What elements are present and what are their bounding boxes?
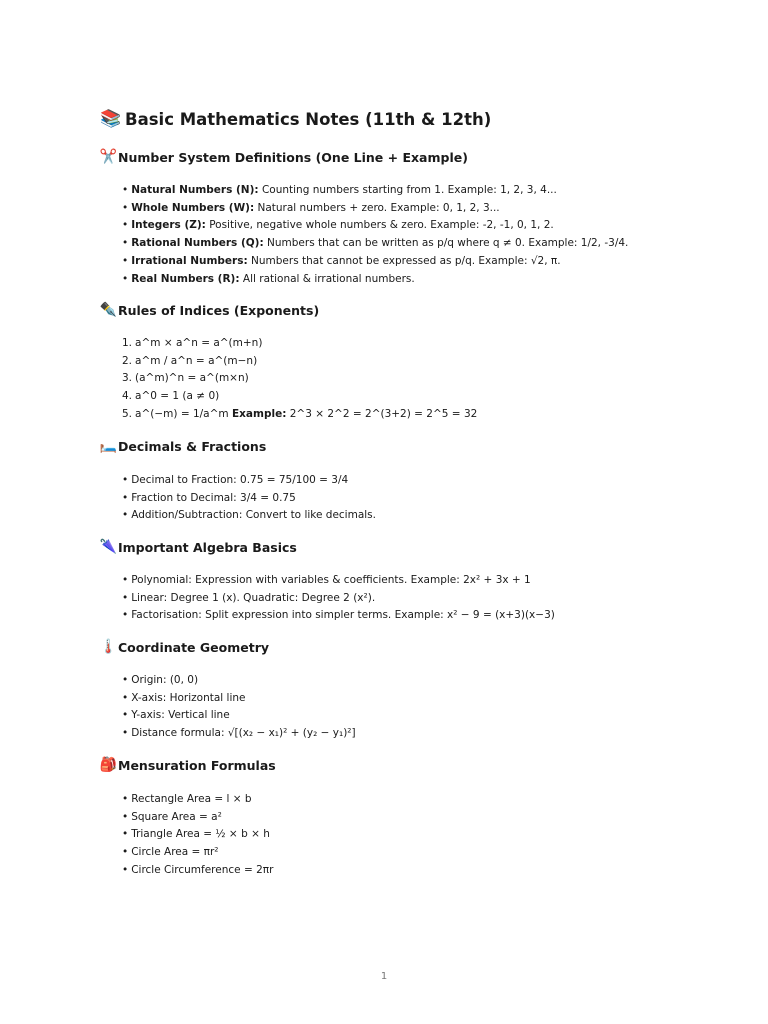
thermometer-icon: 🌡️ [99,639,118,655]
backpack-icon: 🎒 [99,757,118,773]
list-item: • Integers (Z): Positive, negative whole numbers & zero. Example: -2, -1, 0, 1, 2. [122,219,554,232]
list-item: • Whole Numbers (W): Natural numbers + zero. Example: 0, 1, 2, 3... [122,201,500,214]
list-item: • Decimal to Fraction: 0.75 = 75/100 = 3/4 [122,474,349,486]
list-item: 5. a^(−m) = 1/a^m Example: 2^3 × 2^2 = 2^(3+2) = 2^5 = 32 [122,407,478,420]
list-item: • Square Area = a² [122,810,222,823]
scissors-icon: ✂️ [99,149,118,165]
section-heading-text: Number System Definitions (One Line + Example) [118,149,468,165]
books-icon: 📚 [100,109,122,129]
section-heading-text: Mensuration Formulas [118,757,276,773]
list-item: • Polynomial: Expression with variables & coefficients. Example: 2x² + 3x + 1 [122,574,531,586]
page-title-text: Basic Mathematics Notes (11th & 12th) [125,109,492,129]
list-item: • Real Numbers (R): All rational & irrational numbers. [122,272,415,285]
list-item: • Rational Numbers (Q): Numbers that can be written as p/q where q ≠ 0. Example: 1/2, -3/4. [122,237,629,250]
umbrella-icon: 🌂 [99,539,118,555]
list-item: • Distance formula: √[(x₂ − x₁)² + (y₂ − y₁)²] [122,727,356,740]
list-item: • Linear: Degree 1 (x). Quadratic: Degree 2 (x²). [122,591,376,604]
list-item: • Origin: (0, 0) [122,674,199,686]
indices-list [122,335,477,424]
list-item: 3. (a^m)^n = a^(m×n) [122,372,249,385]
list-item: • Addition/Subtraction: Convert to like decimals. [122,509,376,522]
list-item: 1. a^m × a^n = a^(m+n) [122,337,263,349]
pen-icon: ✒️ [99,302,118,318]
list-item: 4. a^0 = 1 (a ≠ 0) [122,390,220,403]
list-item: 2. a^m / a^n = a^(m−n) [122,354,258,367]
section-heading-algebra [99,539,297,555]
list-item: • X-axis: Horizontal line [122,691,246,704]
list-item: • Y-axis: Vertical line [122,709,230,722]
section-heading-indices [99,302,319,318]
page-title [99,109,491,129]
section-heading-text: Coordinate Geometry [118,639,270,655]
list-item: • Circle Area = πr² [122,846,219,859]
decimals-list [122,472,376,525]
section-heading-geometry [99,639,269,655]
list-item: • Factorisation: Split expression into simpler terms. Example: x² − 9 = (x+3)(x−3) [122,609,555,622]
number-system-list [122,182,628,288]
page-number: 1 [380,971,388,982]
algebra-list [122,572,555,625]
section-heading-text: Rules of Indices (Exponents) [118,302,320,318]
mensuration-list [122,791,273,880]
list-item: • Rectangle Area = l × b [122,793,252,805]
list-item: • Circle Circumference = 2πr [122,863,274,876]
section-heading-decimals [99,438,266,454]
list-item: • Fraction to Decimal: 3/4 = 0.75 [122,491,296,504]
list-item: • Irrational Numbers: Numbers that cannot be expressed as p/q. Example: √2, π. [122,254,561,267]
geometry-list [122,672,356,743]
section-heading-number-system [99,149,468,165]
section-heading-text: Important Algebra Basics [118,539,297,555]
section-heading-text: Decimals & Fractions [118,438,267,454]
section-heading-mensuration [99,757,276,773]
list-item: • Natural Numbers (N): Counting numbers starting from 1. Example: 1, 2, 3, 4... [122,184,557,196]
list-item: • Triangle Area = ½ × b × h [122,828,270,841]
bed-icon: 🛏️ [99,438,118,454]
